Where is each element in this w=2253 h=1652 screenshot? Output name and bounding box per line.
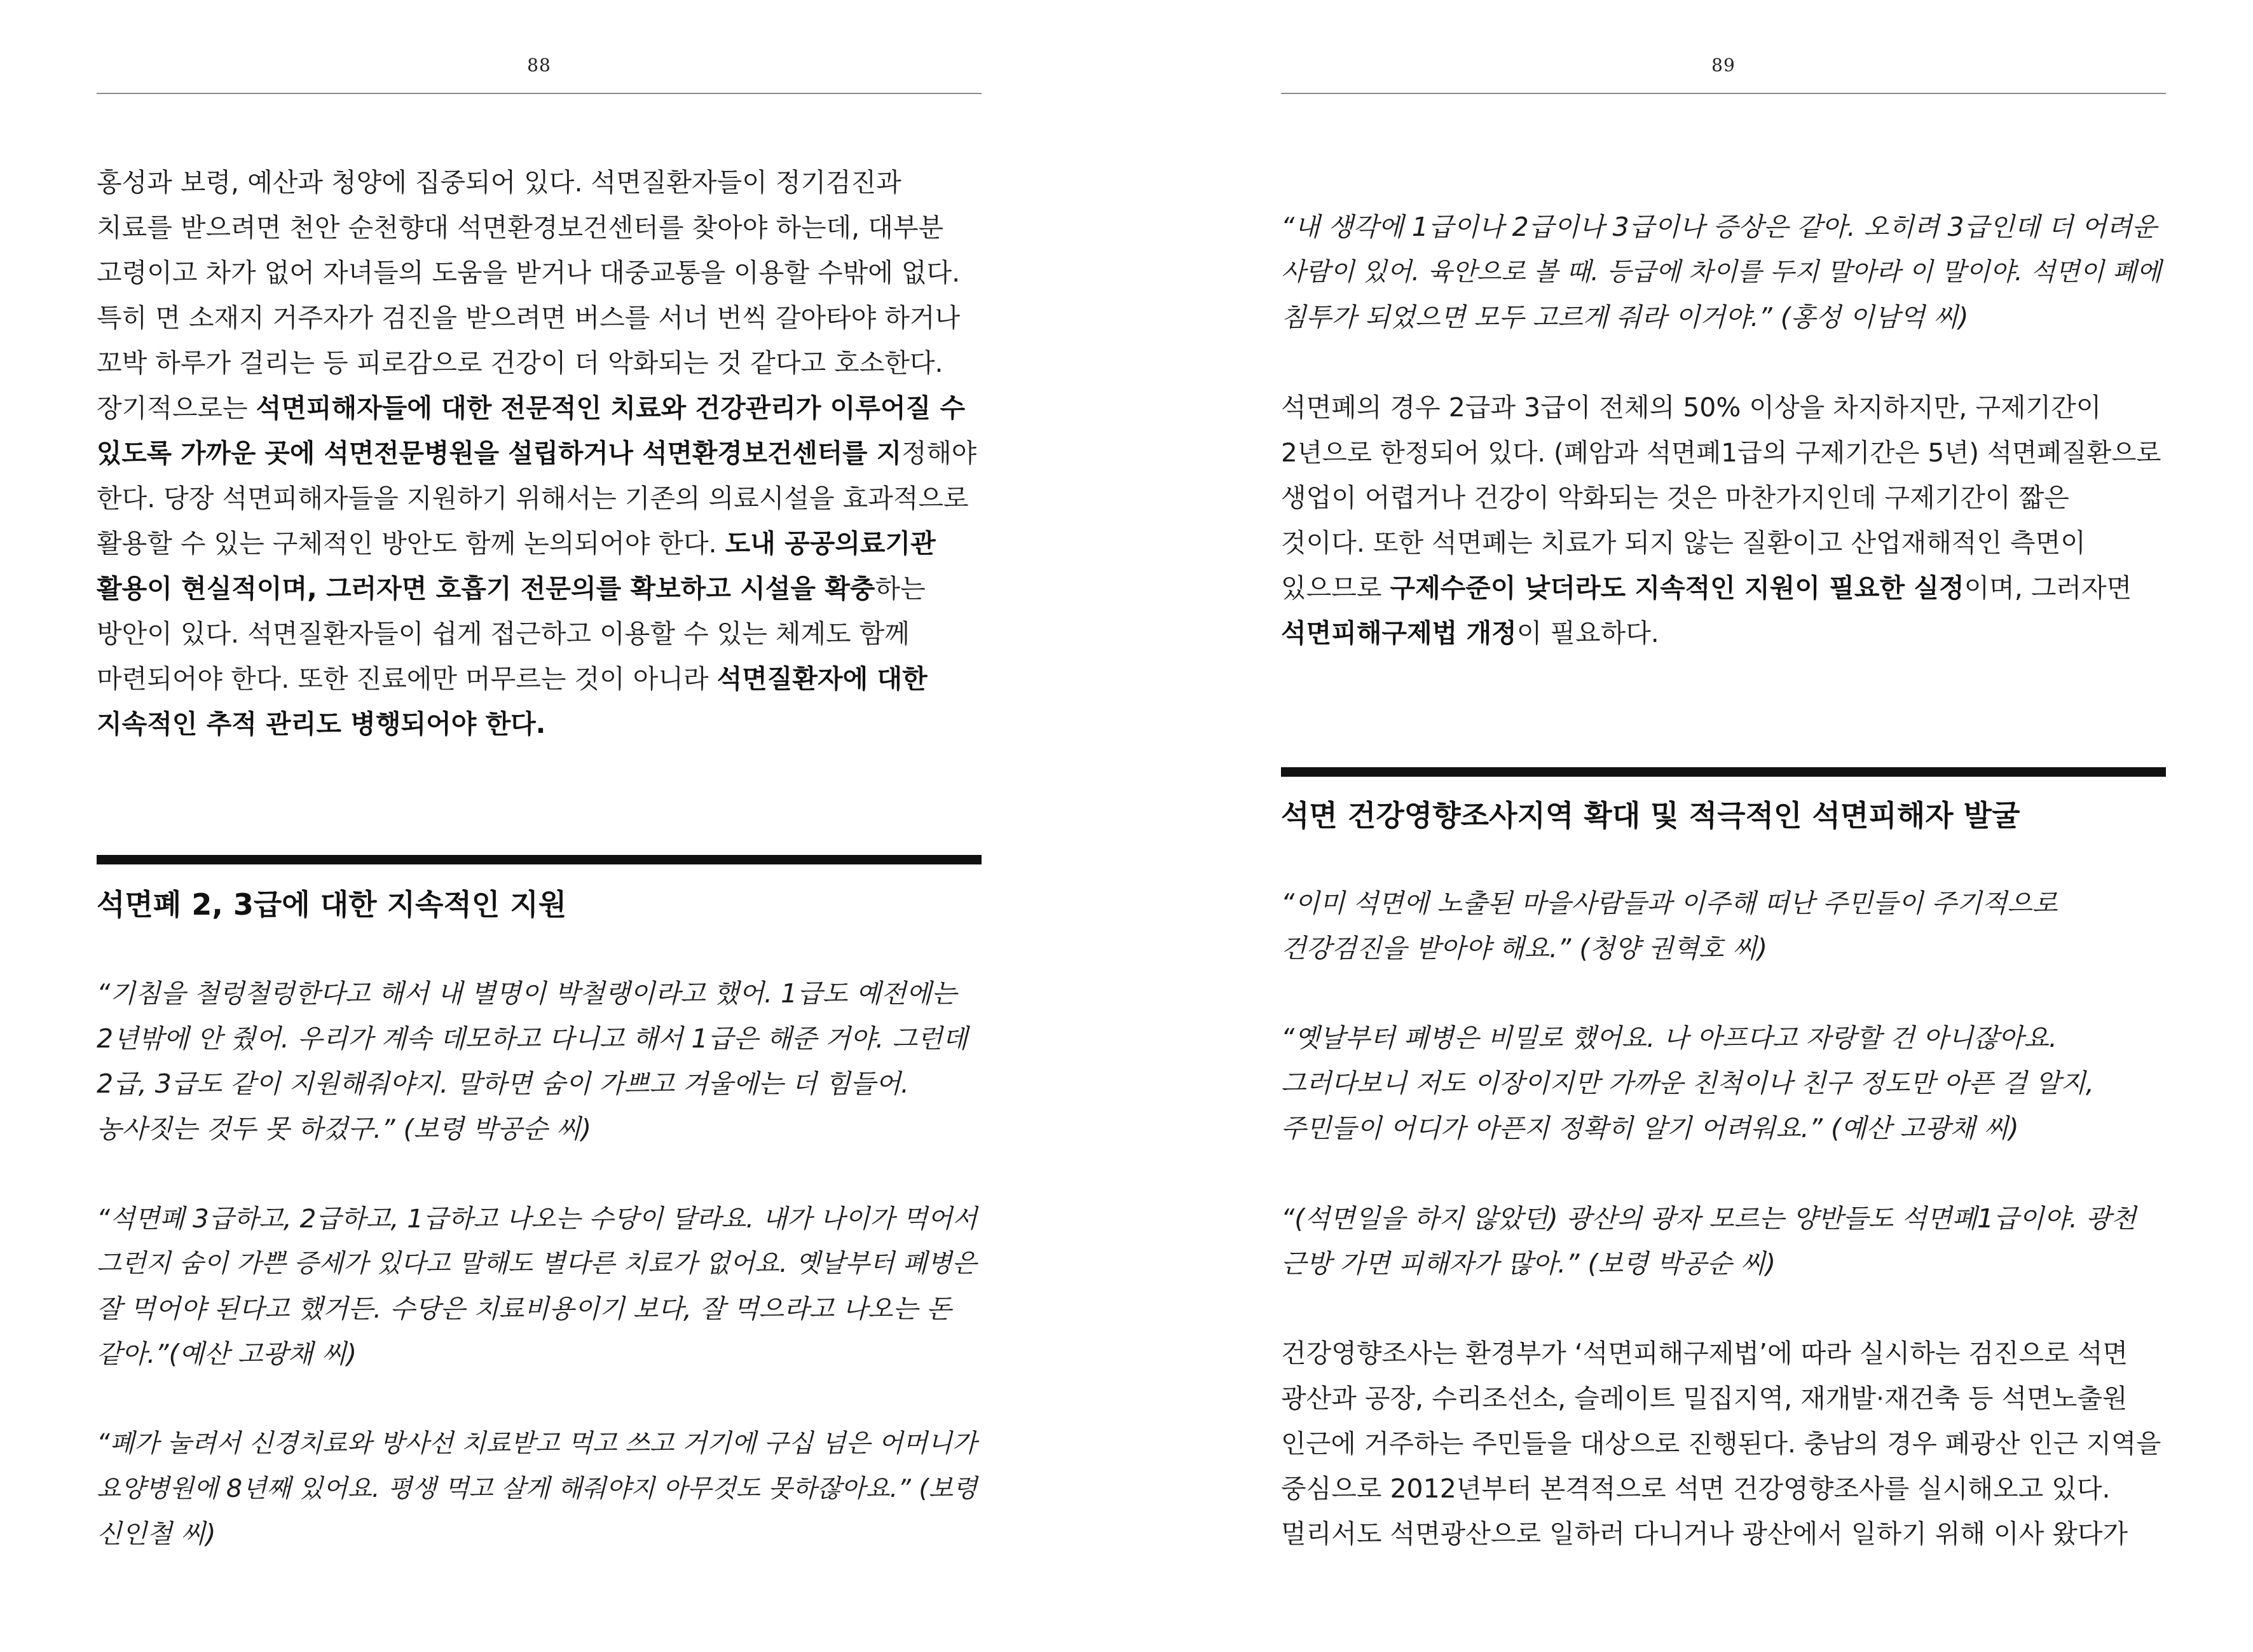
emphasis-text: 석면피해자들에 대한 전문적인 치료와 건강관리가 이루어질 수 <box>256 393 966 423</box>
section-title: 석면폐 2, 3급에 대한 지속적인 지원 <box>97 887 567 922</box>
quote-line: 2년밖에 안 줬어. 우리가 계속 데모하고 다니고 해서 1급은 해준 거야. 그런데 <box>97 1023 968 1054</box>
text-line: 중심으로 2012년부터 본격적으로 석면 건강영향조사를 실시해오고 있다. <box>1281 1473 2111 1504</box>
text-line: 홍성과 보령, 예산과 청양에 집중되어 있다. 석면질환자들이 정기검진과 <box>97 167 901 198</box>
text-line: 꼬박 하루가 걸리는 등 피로감으로 건강이 더 악화되는 것 같다고 호소한다. <box>97 348 943 378</box>
text-line: 광산과 공장, 수리조선소, 슬레이트 밀집지역, 재개발·재건축 등 석면노출원 <box>1281 1383 2128 1414</box>
text-line: 한다. 당장 석면피해자들을 지원하기 위해서는 기존의 의료시설을 효과적으로 <box>97 483 969 514</box>
quote-line: “이미 석면에 노출된 마을사람들과 이주해 떠난 주민들이 주기적으로 <box>1281 888 2058 918</box>
quote-line: 침투가 되었으면 모두 고르게 줘라 이거야.” (홍성 이남억 씨) <box>1281 302 1969 332</box>
header-rule <box>97 93 982 94</box>
emphasis-text: 석면질환자에 대한 <box>716 664 928 694</box>
text-line: 마련되어야 한다. 또한 진료에만 머무르는 것이 아니라 석면질환자에 대한 <box>97 664 928 694</box>
quote-line: 2급, 3급도 같이 지원해줘야지. 말하면 숨이 가쁘고 겨울에는 더 힘들어. <box>97 1068 909 1099</box>
quote-block <box>1281 881 2166 971</box>
quote-line: 근방 가면 피해자가 많아.” (보령 박공순 씨) <box>1281 1248 1776 1279</box>
body-paragraph <box>1281 385 2166 656</box>
quote-line: “석면폐 3급하고, 2급하고, 1급하고 나오는 수당이 달라요. 내가 나이가 먹어서 <box>97 1203 978 1234</box>
text-line: 활용이 현실적이며, 그러자면 호흡기 전문의를 확보하고 시설을 확충하는 <box>97 573 926 604</box>
text-line: 인근에 거주하는 주민들을 대상으로 진행된다. 충남의 경우 폐광산 인근 지역을 <box>1281 1428 2161 1459</box>
emphasis-text: 활용이 현실적이며, 그러자면 호흡기 전문의를 확보하고 시설을 확충 <box>97 573 875 604</box>
text-line: 장기적으로는 석면피해자들에 대한 전문적인 치료와 건강관리가 이루어질 수 <box>97 393 966 423</box>
section-rule <box>1281 767 2166 777</box>
quote-line: 사람이 있어. 육안으로 볼 때. 등급에 차이를 두지 말아라 이 말이야. 석면이 폐에 <box>1281 257 2161 287</box>
quote-block <box>1281 205 2166 340</box>
text-line: 특히 면 소재지 거주자가 검진을 받으려면 버스를 서너 번씩 갈아타야 하거나 <box>97 303 961 333</box>
quote-block <box>97 971 982 1152</box>
quote-line: 요양병원에 8년째 있어요. 평생 먹고 살게 해줘야지 아무것도 못하잖아요.” (보령 <box>97 1474 978 1503</box>
emphasis-text: 석면피해구제법 개정 <box>1281 618 1517 648</box>
quote-line: “옛날부터 폐병은 비밀로 했어요. 나 아프다고 자랑할 건 아니잖아요. <box>1281 1023 2057 1053</box>
left-page <box>97 0 982 1652</box>
emphasis-text: 지속적인 추적 관리도 병행되어야 한다. <box>97 709 546 739</box>
text-line: 있으므로 구제수준이 낮더라도 지속적인 지원이 필요한 실정이며, 그러자면 <box>1281 573 2132 603</box>
text-line: 활용할 수 있는 구체적인 방안도 함께 논의되어야 한다. 도내 공공의료기관 <box>97 528 936 559</box>
quote-line: 주민들이 어디가 아픈지 정확히 알기 어려워요.” (예산 고광채 씨) <box>1281 1113 2019 1143</box>
page-number: 88 <box>527 55 551 76</box>
emphasis-text: 도내 공공의료기관 <box>725 528 936 559</box>
quote-line: “내 생각에 1급이나 2급이나 3급이나 증상은 같아. 오히려 3급인데 더 어려운 <box>1281 212 2157 242</box>
text-line: 2년으로 한정되어 있다. (폐암과 석면폐1급의 구제기간은 5년) 석면폐질환으로 <box>1281 437 2161 468</box>
header-rule <box>1281 93 2166 94</box>
quote-line: “폐가 눌려서 신경치료와 방사선 치료받고 먹고 쓰고 거기에 구십 넘은 어머니가 <box>97 1429 977 1458</box>
page-number: 89 <box>1711 55 1736 76</box>
emphasis-text: 있도록 가까운 곳에 석면전문병원을 설립하거나 석면환경보건센터를 지 <box>97 438 902 468</box>
section-title: 석면 건강영향조사지역 확대 및 적극적인 석면피해자 발굴 <box>1281 798 2020 833</box>
quote-line: 같아.”(예산 고광채 씨) <box>97 1339 357 1369</box>
quote-line: 건강검진을 받아야 해요.” (청양 권혁호 씨) <box>1281 933 1768 964</box>
text-line: 고령이고 차가 없어 자녀들의 도움을 받거나 대중교통을 이용할 수밖에 없다. <box>97 257 961 288</box>
text-line: 멀리서도 석면광산으로 일하러 다니거나 광산에서 일하기 위해 이사 왔다가 <box>1281 1519 2128 1549</box>
right-page <box>1281 0 2166 1652</box>
text-line: 석면피해구제법 개정이 필요하다. <box>1281 618 1659 648</box>
quote-line: 농사짓는 것두 못 하겄구.” (보령 박공순 씨) <box>97 1114 592 1144</box>
closing-paragraph <box>1281 1331 2166 1557</box>
text-line <box>97 702 982 747</box>
quote-line: “기침을 철렁철렁한다고 해서 내 별명이 박철랭이라고 했어. 1급도 예전에는 <box>97 978 957 1009</box>
text-line: 석면폐의 경우 2급과 3급이 전체의 50% 이상을 차지하지만, 구제기간이 <box>1281 392 2102 423</box>
quote-line: 신인철 씨) <box>97 1519 216 1549</box>
emphasis-text: 구제수준이 낮더라도 지속적인 지원이 필요한 실정 <box>1390 573 1964 603</box>
text-line: 치료를 받으려면 천안 순천향대 석면환경보건센터를 찾아야 하는데, 대부분 <box>97 212 944 243</box>
quote-block <box>1281 1016 2166 1151</box>
quote-line: 잘 먹어야 된다고 했거든. 수당은 치료비용이기 보다, 잘 먹으라고 나오는 돈 <box>97 1294 952 1324</box>
text-line: 건강영향조사는 환경부가 ‘석면피해구제법’에 따라 실시하는 검진으로 석면 <box>1281 1338 2128 1369</box>
quote-block <box>97 1421 982 1557</box>
quote-line: “(석면일을 하지 않았던) 광산의 광자 모르는 양반들도 석면폐1급이야. 광천 <box>1281 1203 2137 1234</box>
text-line: 생업이 어렵거나 건강이 악화되는 것은 마찬가지인데 구제기간이 짧은 <box>1281 482 2069 513</box>
text-line: 있도록 가까운 곳에 석면전문병원을 설립하거나 석면환경보건센터를 지정해야 <box>97 438 977 468</box>
text-line: 방안이 있다. 석면질환자들이 쉽게 접근하고 이용할 수 있는 체계도 함께 <box>97 618 910 649</box>
text-line: 것이다. 또한 석면폐는 치료가 되지 않는 질환이고 산업재해적인 측면이 <box>1281 528 2086 558</box>
section-rule <box>97 855 982 864</box>
quote-line: 그러다보니 저도 이장이지만 가까운 친척이나 친구 정도만 아픈 걸 알지, <box>1281 1068 2094 1098</box>
quote-block <box>97 1196 982 1377</box>
quote-block <box>1281 1196 2166 1287</box>
quote-line: 그런지 숨이 가쁜 증세가 있다고 말해도 별다른 치료가 없어요. 옛날부터 폐병은 <box>97 1249 977 1278</box>
intro-paragraph <box>97 160 982 747</box>
